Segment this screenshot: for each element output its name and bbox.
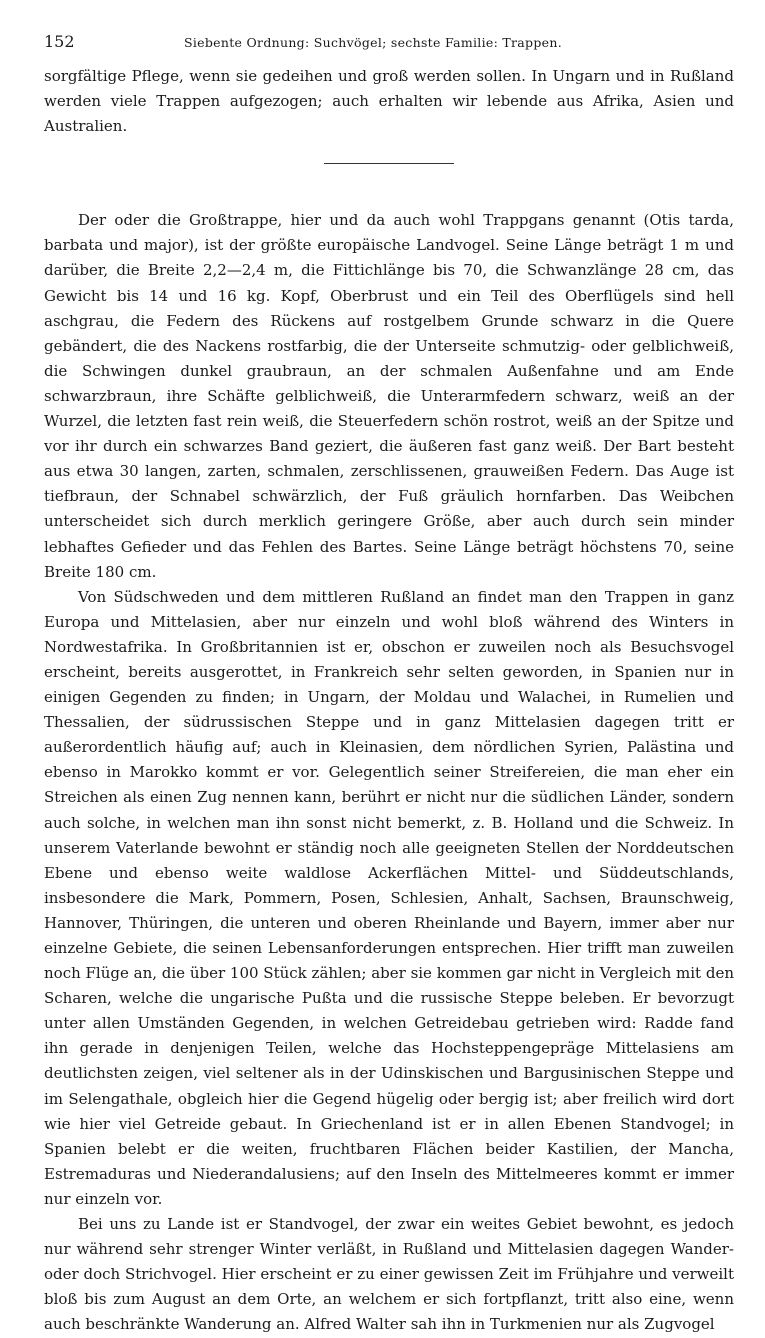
section-separator <box>324 163 454 164</box>
running-title: Siebente Ordnung: Suchvögel; sechste Familie: Trappen. <box>184 35 562 50</box>
book-page <box>44 32 734 1338</box>
running-head <box>44 32 734 52</box>
page-number: 152 <box>44 32 75 51</box>
paragraph-continuation: sorgfältige Pflege, wenn sie gedeihen und groß werden sollen. In Ungarn und in Rußland werden viele Trappen aufgezogen; auch erhalten wir lebende aus Afrika, Asien und Australien. <box>44 67 734 136</box>
paragraph-migration: Bei uns zu Lande ist er Standvogel, der zwar ein weites Gebiet bewohnt, es jedoch nur während sehr strenger Winter verläßt, in Rußland und Mittelasien dagegen Wander- oder doch Strichvogel. Hier erscheint er zu einer gewissen Zeit im Frühjahre und verweilt bloß bis zum August an dem Orte, an welchem er sich fortpflanzt, tritt also eine, wenn auch beschränkte Wanderung an. Alfred Walter sah ihn in Turkmenien nur als Zugvogel <box>44 1215 734 1334</box>
paragraph-distribution: Von Südschweden und dem mittleren Rußland an findet man den Trappen in ganz Europa und Mittelasien, aber nur einzeln und wohl bloß während des Winters in Nordwestafrika. In Großbritannien ist er, obschon er zuweilen noch als Besuchsvogel erscheint, bereits ausgerottet, in Frankreich sehr selten geworden, in Spanien nur in einigen Gegenden zu finden; in Ungarn, der Moldau und Walachei, in Rumelien und Thessalien, der südrussischen Steppe und in ganz Mittelasien dagegen tritt er außerordentlich häufig auf; auch in Kleinasien, dem nördlichen Syrien, Palästina und ebenso in Marokko kommt er vor. Gelegentlich seiner Streifereien, die man eher ein Streichen als einen Zug nennen kann, berührt er nicht nur die südlichen Länder, sondern auch solche, in welchen man ihn sonst nicht bemerkt, z. B. Holland und die Schweiz. In unserem Vaterlande bewohnt er ständig noch alle geeigneten Stellen der Norddeutschen Ebene und ebenso weite waldlose Ackerflächen Mittel- und Süddeutschlands, insbesondere die Mark, Pommern, Posen, Schlesien, Anhalt, Sachsen, Braunschweig, Hannover, Thüringen, die unteren und oberen Rheinlande und Bayern, immer aber nur einzelne Gebiete, die seinen Lebensanforderungen entsprechen. Hier trifft man zuweilen noch Flüge an, die über 100 Stück zählen; aber sie kommen gar nicht in Vergleich mit den Scharen, welche die ungarische Pußta und die russische Steppe beleben. Er bevorzugt unter allen Umständen Gegenden, in welchen Getreidebau getrieben wird: Radde fand ihn gerade in denjenigen Teilen, welche das Hochsteppengepräge Mittelasiens am deutlichsten zeigen, viel seltener als in der Udinskischen und Bargusinischen Steppe und im Selengathale, obgleich hier die Gegend hügelig oder bergig ist; aber freilich wird dort wie hier viel Getreide gebaut. In Griechenland ist er in allen Ebenen Standvogel; in Spanien belebt er die weiten, fruchtbaren Flächen beider Kastilien, der Mancha, Estremaduras und Niederandalusiens; auf den Inseln des Mittelmeeres kommt er immer nur einzeln vor. <box>44 587 734 1208</box>
paragraph-description: Der oder die Großtrappe, hier und da auch wohl Trappgans genannt (Otis tarda, barbata und major), ist der größte europäische Landvogel. Seine Länge beträgt 1 m und darüber, die Breite 2,2—2,4 m, die Fittichlänge bis 70, die Schwanzlänge 28 cm, das Gewicht bis 14 und 16 kg. Kopf, Oberbrust und ein Teil des Oberflügels sind hell aschgrau, die Federn des Rückens auf rostgelbem Grunde schwarz in die Quere gebändert, die des Nackens rostfarbig, die der Unterseite schmutzig- oder gelblichweiß, die Schwingen dunkel graubraun, an der schmalen Außenfahne und am Ende schwarzbraun, ihre Schäfte gelblichweiß, die Unterarmfedern schwarz, weiß an der Wurzel, die letzten fast rein weiß, die Steuerfedern schön rostrot, weiß an der Spitze und vor ihr durch ein schwarzes Band geziert, die äußeren fast ganz weiß. Der Bart besteht aus etwa 30 langen, zarten, schmalen, zerschlissenen, grauweißen Federn. Das Auge ist tiefbraun, der Schnabel schwärzlich, der Fuß gräulich hornfarben. Das Weibchen unterscheidet sich durch merklich geringere Größe, aber auch durch sein minder lebhaftes Gefieder und das Fehlen des Bartes. Seine Länge beträgt höchstens 70, seine Breite 180 cm. <box>44 211 734 581</box>
